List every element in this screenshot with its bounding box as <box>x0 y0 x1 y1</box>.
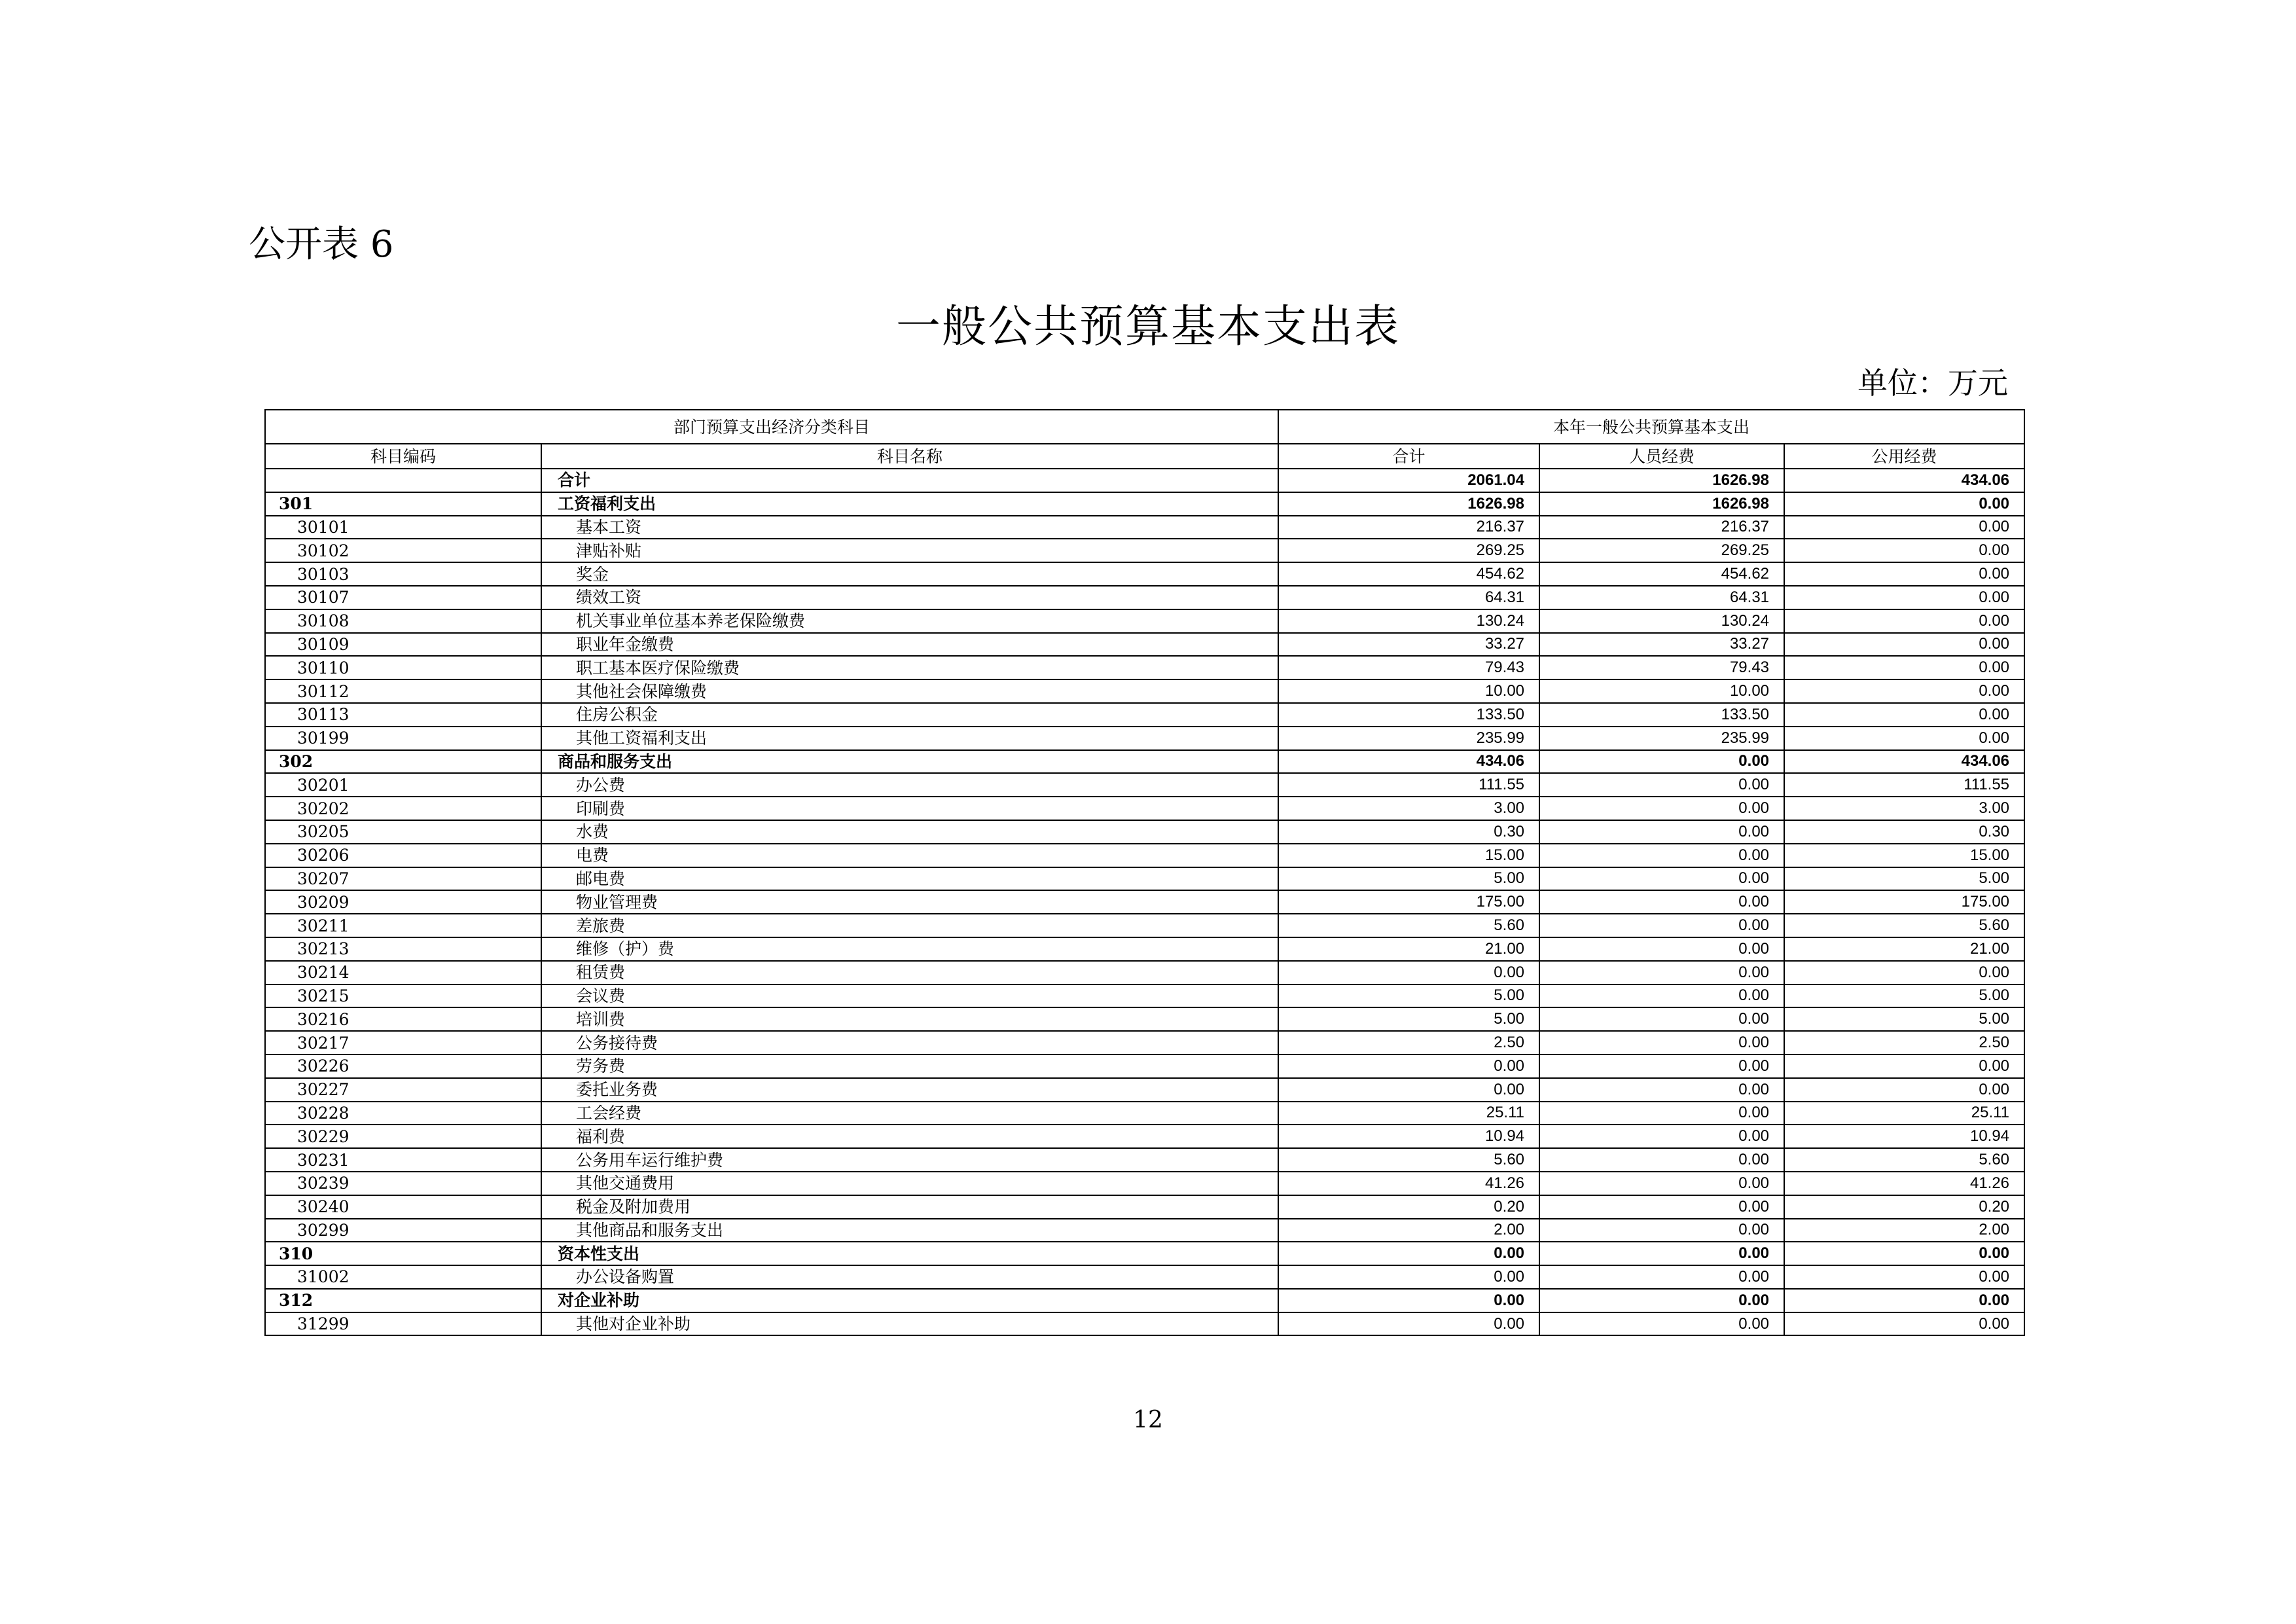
cell-public: 0.00 <box>1784 1289 2024 1312</box>
cell-code: 30101 <box>265 516 541 539</box>
cell-name: 公务接待费 <box>541 1031 1278 1055</box>
cell-total: 454.62 <box>1278 562 1539 586</box>
cell-total: 1626.98 <box>1278 492 1539 516</box>
cell-public: 15.00 <box>1784 844 2024 867</box>
table-row <box>265 1078 2024 1102</box>
table-row <box>265 1195 2024 1219</box>
table-row <box>265 633 2024 657</box>
table-row <box>265 1148 2024 1172</box>
cell-code: 30226 <box>265 1055 541 1078</box>
table-row <box>265 914 2024 937</box>
cell-total: 5.00 <box>1278 1007 1539 1031</box>
cell-public: 0.00 <box>1784 961 2024 984</box>
cell-total: 0.00 <box>1278 1242 1539 1265</box>
table-row <box>265 1031 2024 1055</box>
cell-total: 10.94 <box>1278 1125 1539 1148</box>
cell-name: 工资福利支出 <box>541 492 1278 516</box>
table-row <box>265 679 2024 703</box>
table-row <box>265 586 2024 609</box>
cell-name: 劳务费 <box>541 1055 1278 1078</box>
cell-public: 0.00 <box>1784 492 2024 516</box>
cell-personnel: 0.00 <box>1539 1219 1784 1242</box>
cell-public: 0.00 <box>1784 679 2024 703</box>
cell-name: 其他社会保障缴费 <box>541 679 1278 703</box>
cell-public: 2.00 <box>1784 1219 2024 1242</box>
cell-name: 绩效工资 <box>541 586 1278 609</box>
table-row <box>265 961 2024 984</box>
cell-code: 30103 <box>265 562 541 586</box>
cell-personnel: 0.00 <box>1539 937 1784 961</box>
cell-code: 30112 <box>265 679 541 703</box>
document-title: 一般公共预算基本支出表 <box>895 301 1400 353</box>
cell-code: 30107 <box>265 586 541 609</box>
table-row <box>265 539 2024 562</box>
cell-name: 基本工资 <box>541 516 1278 539</box>
cell-name: 资本性支出 <box>541 1242 1278 1265</box>
cell-total: 3.00 <box>1278 797 1539 820</box>
cell-public: 0.00 <box>1784 539 2024 562</box>
column-header-public: 公用经费 <box>1784 444 2024 469</box>
table-row <box>265 1265 2024 1289</box>
cell-total: 79.43 <box>1278 656 1539 679</box>
cell-personnel: 79.43 <box>1539 656 1784 679</box>
cell-personnel: 0.00 <box>1539 1289 1784 1312</box>
table-row <box>265 1125 2024 1148</box>
cell-public: 5.60 <box>1784 914 2024 937</box>
cell-name: 住房公积金 <box>541 703 1278 727</box>
table-row <box>265 1102 2024 1125</box>
expenditure-group-header: 本年一般公共预算基本支出 <box>1278 410 2024 444</box>
table-row <box>265 797 2024 820</box>
cell-personnel: 235.99 <box>1539 727 1784 750</box>
cell-name: 电费 <box>541 844 1278 867</box>
cell-personnel: 1626.98 <box>1539 469 1784 492</box>
cell-name: 合计 <box>541 469 1278 492</box>
cell-public: 0.30 <box>1784 820 2024 844</box>
table-row <box>265 820 2024 844</box>
cell-public: 0.00 <box>1784 562 2024 586</box>
cell-code: 30209 <box>265 890 541 914</box>
cell-code: 30211 <box>265 914 541 937</box>
table-row <box>265 1007 2024 1031</box>
cell-total: 5.00 <box>1278 867 1539 891</box>
table-row <box>265 750 2024 774</box>
cell-public: 0.00 <box>1784 1242 2024 1265</box>
cell-personnel: 0.00 <box>1539 1007 1784 1031</box>
cell-public: 0.00 <box>1784 609 2024 633</box>
cell-public: 0.00 <box>1784 1312 2024 1336</box>
cell-total: 0.00 <box>1278 1078 1539 1102</box>
page-number: 12 <box>1133 1407 1163 1434</box>
cell-public: 434.06 <box>1784 750 2024 774</box>
table-row <box>265 867 2024 891</box>
cell-personnel: 216.37 <box>1539 516 1784 539</box>
cell-code: 30205 <box>265 820 541 844</box>
table-row <box>265 890 2024 914</box>
cell-code: 30214 <box>265 961 541 984</box>
cell-total: 25.11 <box>1278 1102 1539 1125</box>
cell-personnel: 0.00 <box>1539 773 1784 797</box>
table-row <box>265 1242 2024 1265</box>
cell-name: 邮电费 <box>541 867 1278 891</box>
cell-personnel: 0.00 <box>1539 961 1784 984</box>
cell-personnel: 0.00 <box>1539 914 1784 937</box>
cell-total: 2.00 <box>1278 1219 1539 1242</box>
cell-personnel: 0.00 <box>1539 1242 1784 1265</box>
cell-public: 0.00 <box>1784 516 2024 539</box>
column-header-row <box>265 444 2024 469</box>
cell-code: 31299 <box>265 1312 541 1336</box>
cell-personnel: 0.00 <box>1539 1148 1784 1172</box>
cell-name: 办公费 <box>541 773 1278 797</box>
unit-label: 单位：万元 <box>1857 365 2008 401</box>
cell-code: 30229 <box>265 1125 541 1148</box>
cell-public: 434.06 <box>1784 469 2024 492</box>
cell-total: 2.50 <box>1278 1031 1539 1055</box>
cell-personnel: 0.00 <box>1539 984 1784 1008</box>
cell-personnel: 33.27 <box>1539 633 1784 657</box>
cell-personnel: 64.31 <box>1539 586 1784 609</box>
cell-code: 30217 <box>265 1031 541 1055</box>
cell-personnel: 133.50 <box>1539 703 1784 727</box>
table-row <box>265 727 2024 750</box>
cell-public: 0.00 <box>1784 656 2024 679</box>
cell-personnel: 0.00 <box>1539 1312 1784 1336</box>
cell-code: 301 <box>265 492 541 516</box>
cell-total: 2061.04 <box>1278 469 1539 492</box>
cell-name: 租赁费 <box>541 961 1278 984</box>
cell-personnel: 454.62 <box>1539 562 1784 586</box>
cell-name: 其他交通费用 <box>541 1172 1278 1195</box>
cell-code: 30299 <box>265 1219 541 1242</box>
cell-name: 物业管理费 <box>541 890 1278 914</box>
cell-public: 5.00 <box>1784 1007 2024 1031</box>
cell-personnel: 0.00 <box>1539 750 1784 774</box>
table-row <box>265 609 2024 633</box>
cell-total: 111.55 <box>1278 773 1539 797</box>
cell-code: 30227 <box>265 1078 541 1102</box>
cell-code: 30239 <box>265 1172 541 1195</box>
cell-name: 津贴补贴 <box>541 539 1278 562</box>
cell-personnel: 0.00 <box>1539 1125 1784 1148</box>
cell-public: 0.00 <box>1784 703 2024 727</box>
cell-total: 175.00 <box>1278 890 1539 914</box>
cell-public: 3.00 <box>1784 797 2024 820</box>
cell-total: 0.00 <box>1278 961 1539 984</box>
table-row <box>265 844 2024 867</box>
cell-public: 5.60 <box>1784 1148 2024 1172</box>
cell-personnel: 0.00 <box>1539 820 1784 844</box>
cell-code: 30228 <box>265 1102 541 1125</box>
cell-public: 25.11 <box>1784 1102 2024 1125</box>
cell-personnel: 10.00 <box>1539 679 1784 703</box>
cell-name: 会议费 <box>541 984 1278 1008</box>
cell-code: 31002 <box>265 1265 541 1289</box>
cell-code: 30199 <box>265 727 541 750</box>
cell-personnel: 0.00 <box>1539 867 1784 891</box>
cell-name: 职业年金缴费 <box>541 633 1278 657</box>
cell-public: 41.26 <box>1784 1172 2024 1195</box>
table-row <box>265 773 2024 797</box>
cell-total: 0.00 <box>1278 1265 1539 1289</box>
cell-total: 133.50 <box>1278 703 1539 727</box>
cell-name: 培训费 <box>541 1007 1278 1031</box>
cell-public: 0.00 <box>1784 586 2024 609</box>
cell-public: 10.94 <box>1784 1125 2024 1148</box>
cell-total: 10.00 <box>1278 679 1539 703</box>
table-row <box>265 1219 2024 1242</box>
cell-code: 30202 <box>265 797 541 820</box>
cell-public: 2.50 <box>1784 1031 2024 1055</box>
cell-name: 职工基本医疗保险缴费 <box>541 656 1278 679</box>
cell-name: 其他商品和服务支出 <box>541 1219 1278 1242</box>
cell-code: 30240 <box>265 1195 541 1219</box>
cell-personnel: 0.00 <box>1539 1265 1784 1289</box>
table-row <box>265 703 2024 727</box>
cell-public: 5.00 <box>1784 867 2024 891</box>
cell-code: 312 <box>265 1289 541 1312</box>
cell-public: 5.00 <box>1784 984 2024 1008</box>
cell-personnel: 0.00 <box>1539 890 1784 914</box>
cell-name: 办公设备购置 <box>541 1265 1278 1289</box>
cell-total: 64.31 <box>1278 586 1539 609</box>
table-row <box>265 562 2024 586</box>
table-row <box>265 656 2024 679</box>
cell-total: 0.00 <box>1278 1289 1539 1312</box>
cell-code: 310 <box>265 1242 541 1265</box>
cell-total: 235.99 <box>1278 727 1539 750</box>
cell-name: 奖金 <box>541 562 1278 586</box>
cell-public: 0.00 <box>1784 1078 2024 1102</box>
cell-name: 水费 <box>541 820 1278 844</box>
cell-name: 维修（护）费 <box>541 937 1278 961</box>
cell-personnel: 0.00 <box>1539 797 1784 820</box>
cell-total: 269.25 <box>1278 539 1539 562</box>
cell-total: 5.60 <box>1278 1148 1539 1172</box>
cell-code: 30109 <box>265 633 541 657</box>
cell-total: 0.20 <box>1278 1195 1539 1219</box>
cell-personnel: 0.00 <box>1539 844 1784 867</box>
table-row <box>265 516 2024 539</box>
cell-code: 30215 <box>265 984 541 1008</box>
table-row <box>265 1055 2024 1078</box>
cell-name: 其他工资福利支出 <box>541 727 1278 750</box>
cell-public: 175.00 <box>1784 890 2024 914</box>
column-header-name: 科目名称 <box>541 444 1278 469</box>
column-header-total: 合计 <box>1278 444 1539 469</box>
cell-code: 30206 <box>265 844 541 867</box>
cell-name: 福利费 <box>541 1125 1278 1148</box>
cell-personnel: 0.00 <box>1539 1078 1784 1102</box>
cell-name: 工会经费 <box>541 1102 1278 1125</box>
cell-name: 机关事业单位基本养老保险缴费 <box>541 609 1278 633</box>
table-body <box>265 469 2024 1335</box>
table-row <box>265 984 2024 1008</box>
cell-personnel: 1626.98 <box>1539 492 1784 516</box>
cell-name: 商品和服务支出 <box>541 750 1278 774</box>
cell-total: 216.37 <box>1278 516 1539 539</box>
cell-personnel: 0.00 <box>1539 1102 1784 1125</box>
cell-total: 21.00 <box>1278 937 1539 961</box>
table-row <box>265 492 2024 516</box>
column-header-code: 科目编码 <box>265 444 541 469</box>
cell-personnel: 0.00 <box>1539 1195 1784 1219</box>
cell-name: 印刷费 <box>541 797 1278 820</box>
table-row <box>265 1172 2024 1195</box>
table-row <box>265 1312 2024 1336</box>
classification-group-header: 部门预算支出经济分类科目 <box>265 410 1278 444</box>
cell-name: 其他对企业补助 <box>541 1312 1278 1336</box>
cell-total: 434.06 <box>1278 750 1539 774</box>
cell-public: 0.00 <box>1784 633 2024 657</box>
cell-personnel: 0.00 <box>1539 1031 1784 1055</box>
cell-code: 30201 <box>265 773 541 797</box>
cell-total: 0.00 <box>1278 1055 1539 1078</box>
cell-code: 30213 <box>265 937 541 961</box>
column-header-personnel: 人员经费 <box>1539 444 1784 469</box>
table-row <box>265 1289 2024 1312</box>
cell-code: 30102 <box>265 539 541 562</box>
cell-public: 0.20 <box>1784 1195 2024 1219</box>
cell-name: 差旅费 <box>541 914 1278 937</box>
cell-total: 130.24 <box>1278 609 1539 633</box>
table-row <box>265 937 2024 961</box>
table-row <box>265 469 2024 492</box>
cell-public: 0.00 <box>1784 1265 2024 1289</box>
cell-code <box>265 469 541 492</box>
cell-code: 30207 <box>265 867 541 891</box>
cell-personnel: 0.00 <box>1539 1172 1784 1195</box>
cell-public: 111.55 <box>1784 773 2024 797</box>
group-header-row <box>265 410 2024 444</box>
cell-code: 30216 <box>265 1007 541 1031</box>
cell-total: 0.30 <box>1278 820 1539 844</box>
cell-code: 30231 <box>265 1148 541 1172</box>
cell-code: 30113 <box>265 703 541 727</box>
cell-code: 30110 <box>265 656 541 679</box>
budget-table <box>264 409 2025 1336</box>
cell-total: 5.60 <box>1278 914 1539 937</box>
cell-personnel: 0.00 <box>1539 1055 1784 1078</box>
cell-total: 5.00 <box>1278 984 1539 1008</box>
cell-code: 302 <box>265 750 541 774</box>
cell-name: 对企业补助 <box>541 1289 1278 1312</box>
cell-code: 30108 <box>265 609 541 633</box>
cell-public: 21.00 <box>1784 937 2024 961</box>
cell-name: 委托业务费 <box>541 1078 1278 1102</box>
cell-public: 0.00 <box>1784 1055 2024 1078</box>
cell-total: 0.00 <box>1278 1312 1539 1336</box>
cell-name: 公务用车运行维护费 <box>541 1148 1278 1172</box>
cell-name: 税金及附加费用 <box>541 1195 1278 1219</box>
cell-total: 15.00 <box>1278 844 1539 867</box>
cell-total: 41.26 <box>1278 1172 1539 1195</box>
cell-public: 0.00 <box>1784 727 2024 750</box>
document-label: 公开表 6 <box>249 223 394 266</box>
cell-personnel: 269.25 <box>1539 539 1784 562</box>
cell-total: 33.27 <box>1278 633 1539 657</box>
cell-personnel: 130.24 <box>1539 609 1784 633</box>
